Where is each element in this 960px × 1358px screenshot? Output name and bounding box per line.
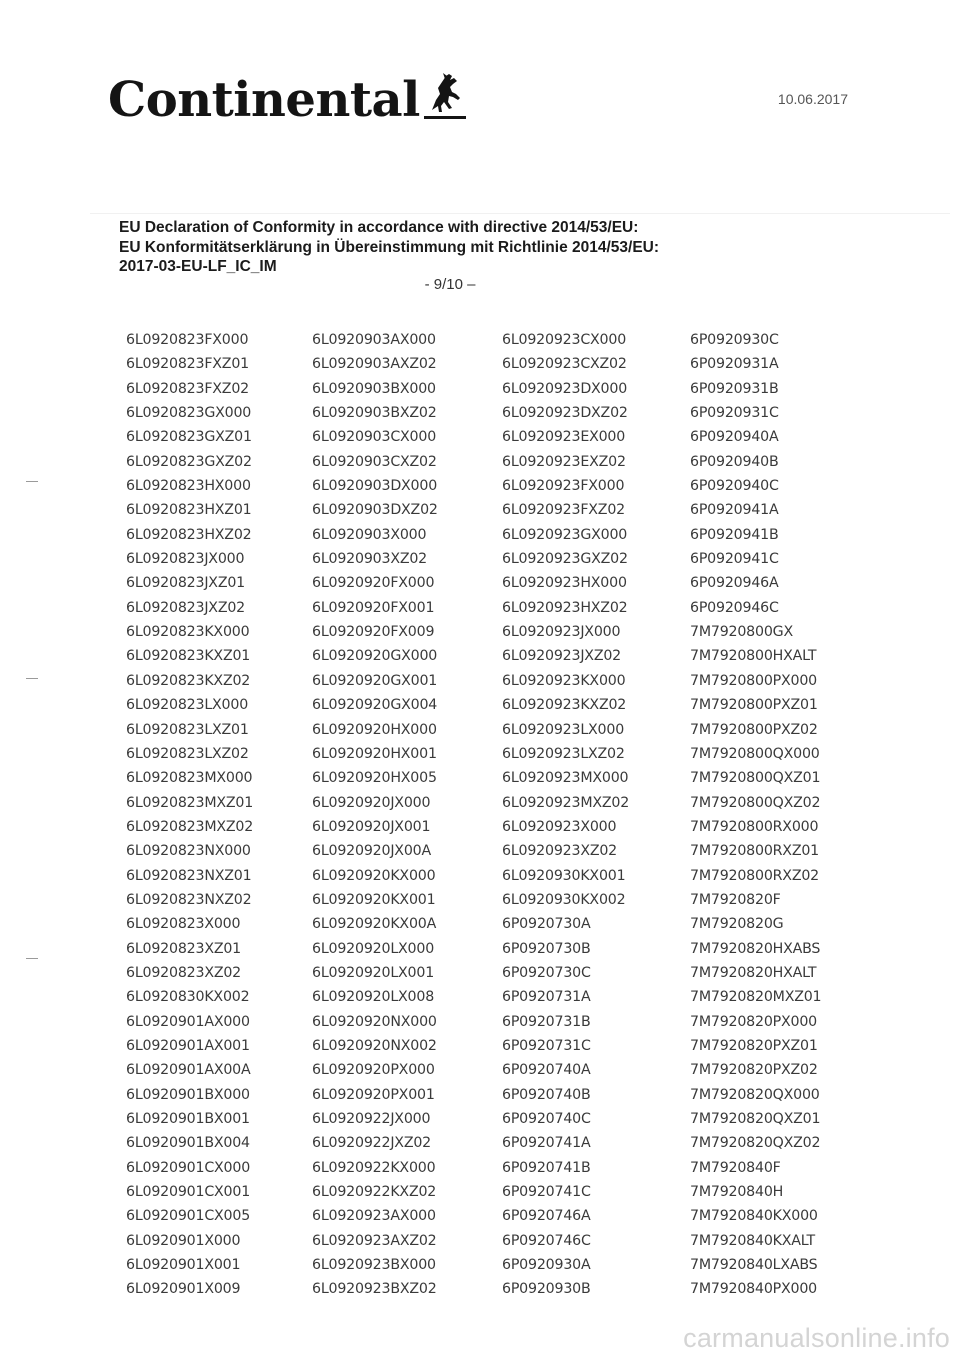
part-number: 6L0920920JX000 xyxy=(312,794,431,811)
part-number: 6P0920730B xyxy=(502,940,591,957)
header-divider xyxy=(90,213,950,214)
part-number: 6L0920823GXZ01 xyxy=(126,429,252,446)
part-number: 6L0920922KX000 xyxy=(312,1159,436,1176)
part-number: 7M7920820MXZ01 xyxy=(690,989,822,1006)
part-number: 6L0920920KX000 xyxy=(312,867,436,884)
part-number: 6L0920823FX000 xyxy=(126,332,249,348)
part-number: 6L0920901X000 xyxy=(126,1232,241,1249)
part-number: 6L0920920FX009 xyxy=(312,624,435,641)
part-number: 6L0920923CX000 xyxy=(502,332,627,348)
part-number: 6L0920823JX000 xyxy=(126,551,245,568)
part-number: 6L0920923GXZ02 xyxy=(502,551,628,568)
part-number: 6P0920940A xyxy=(690,429,779,446)
part-number: 6L0920830KX002 xyxy=(126,989,250,1006)
part-number: 7M7920800RX000 xyxy=(690,818,819,835)
part-number: 6L0920823LXZ02 xyxy=(126,745,249,762)
part-number: 7M7920840KXALT xyxy=(690,1232,815,1249)
part-number: 6L0920901AX000 xyxy=(126,1013,250,1030)
part-number: 6L0920923HXZ02 xyxy=(502,599,628,616)
part-number: 7M7920820QXZ02 xyxy=(690,1135,821,1152)
part-number: 6L0920920JX001 xyxy=(312,818,431,835)
part-number-column-4 xyxy=(690,328,821,1302)
heading-line-german: EU Konformitätserklärung in Übereinstimmung mit Richtlinie 2014/53/EU: xyxy=(119,238,660,256)
part-number: 6L0920903XZ02 xyxy=(312,551,428,568)
part-number: 6L0920903DX000 xyxy=(312,478,438,495)
part-number: 7M7920820F xyxy=(690,891,781,908)
part-number: 6L0920923EX000 xyxy=(502,429,626,446)
part-number: 6L0920920KX00A xyxy=(312,916,437,933)
part-number: 6L0920823XZ02 xyxy=(126,964,242,981)
part-number: 6L0920920NX002 xyxy=(312,1037,437,1054)
part-number: 6L0920923XZ02 xyxy=(502,843,618,860)
part-number: 7M7920800QXZ01 xyxy=(690,770,821,787)
part-number: 6L0920923AXZ02 xyxy=(312,1232,437,1249)
part-number: 6L0920823X000 xyxy=(126,916,241,933)
part-number: 6L0920823JXZ01 xyxy=(126,575,245,592)
part-number: 6P0920931C xyxy=(690,405,779,422)
part-number: 6L0920920LX001 xyxy=(312,964,435,981)
part-number: 6L0920923JX000 xyxy=(502,624,621,641)
heading-line-english: EU Declaration of Conformity in accordance with directive 2014/53/EU: xyxy=(119,219,639,236)
part-number: 6L0920923MXZ02 xyxy=(502,794,630,811)
part-number: 7M7920820HXALT xyxy=(690,964,817,981)
page-number: - 9/10 – xyxy=(424,276,476,293)
part-number: 7M7920800RXZ01 xyxy=(690,843,820,860)
part-number: 6P0920930A xyxy=(502,1257,591,1274)
part-number: 6L0920823KXZ01 xyxy=(126,648,251,665)
part-number: 6P0920741A xyxy=(502,1135,591,1152)
part-number: 6P0920740C xyxy=(502,1111,591,1127)
part-number: 6L0920901CX001 xyxy=(126,1184,251,1201)
part-number: 6L0920823NXZ01 xyxy=(126,867,252,884)
part-number: 6L0920922KXZ02 xyxy=(312,1184,437,1201)
part-number: 6L0920920HX001 xyxy=(312,745,437,762)
part-number: 6L0920920FX001 xyxy=(312,599,435,616)
part-number: 6L0920930KX002 xyxy=(502,891,626,908)
part-number: 6L0920922JXZ02 xyxy=(312,1135,431,1152)
part-number: 6L0920923BXZ02 xyxy=(312,1281,437,1298)
part-number: 6P0920946A xyxy=(690,575,779,592)
part-number: 6L0920923MX000 xyxy=(502,770,629,787)
part-number: 6L0920920GX004 xyxy=(312,697,438,714)
part-number: 6L0920903CXZ02 xyxy=(312,453,437,470)
part-number: 6L0920920HX000 xyxy=(312,721,437,738)
part-number: 6P0920946C xyxy=(690,599,779,616)
part-number: 6L0920920PX000 xyxy=(312,1062,435,1079)
part-number: 6L0920923EXZ02 xyxy=(502,453,626,470)
part-number: 6L0920903AX000 xyxy=(312,332,436,348)
part-number: 6L0920923HX000 xyxy=(502,575,627,592)
part-number: 7M7920800GX xyxy=(690,624,793,641)
part-number: 6L0920823NX000 xyxy=(126,843,251,860)
part-number: 6L0920901CX005 xyxy=(126,1208,251,1225)
rearing-horse-icon xyxy=(422,70,468,122)
part-number: 6L0920920PX001 xyxy=(312,1086,435,1103)
part-number-column-3 xyxy=(502,328,629,1302)
part-number: 6L0920920LX000 xyxy=(312,940,435,957)
part-number: 6L0920901AX00A xyxy=(126,1062,251,1079)
part-number: 6L0920903CX000 xyxy=(312,429,437,446)
part-number: 6L0920823LXZ01 xyxy=(126,721,249,738)
part-number: 6P0920931B xyxy=(690,380,779,397)
part-number: 6P0920746C xyxy=(502,1232,591,1249)
part-number: 6L0920920NX000 xyxy=(312,1013,437,1030)
part-number: 6L0920930KX001 xyxy=(502,867,626,884)
part-number: 6L0920903DXZ02 xyxy=(312,502,438,519)
part-number: 6L0920901BX004 xyxy=(126,1135,250,1152)
part-number: 6P0920741B xyxy=(502,1159,591,1176)
part-number: 7M7920820PX000 xyxy=(690,1013,818,1030)
part-number: 7M7920800QX000 xyxy=(690,745,820,762)
part-number: 7M7920840KX000 xyxy=(690,1208,818,1225)
part-number: 6L0920823NXZ02 xyxy=(126,891,252,908)
part-number: 6L0920923JXZ02 xyxy=(502,648,621,665)
part-number: 6L0920903AXZ02 xyxy=(312,356,437,373)
part-number-column-1 xyxy=(126,328,253,1302)
part-number: 6L0920923KX000 xyxy=(502,672,626,689)
part-number: 6L0920923X000 xyxy=(502,818,617,835)
part-number: 6L0920901BX000 xyxy=(126,1086,250,1103)
part-number: 6L0920823LX000 xyxy=(126,697,249,714)
part-number: 6L0920923KXZ02 xyxy=(502,697,627,714)
part-number: 6L0920901X009 xyxy=(126,1281,241,1298)
part-number: 7M7920800PX000 xyxy=(690,672,818,689)
part-number: 6L0920922JX000 xyxy=(312,1111,431,1127)
part-number: 6L0920901AX001 xyxy=(126,1037,250,1054)
part-number: 6L0920823HX000 xyxy=(126,478,251,495)
part-number: 7M7920800PXZ02 xyxy=(690,721,818,738)
part-number: 6P0920731B xyxy=(502,1013,591,1030)
part-number: 6L0920923CXZ02 xyxy=(502,356,627,373)
part-number: 6L0920823MXZ01 xyxy=(126,794,254,811)
part-number: 6P0920930C xyxy=(690,332,779,348)
part-number: 7M7920820QXZ01 xyxy=(690,1111,821,1127)
part-number: 6L0920823KXZ02 xyxy=(126,672,251,689)
part-number: 6L0920903BX000 xyxy=(312,380,436,397)
part-number: 7M7920840LXABS xyxy=(690,1257,818,1274)
heading-line-reference: 2017-03-EU-LF_IC_IM xyxy=(119,258,277,275)
part-number: 6P0920941B xyxy=(690,526,779,543)
part-number: 6L0920923FXZ02 xyxy=(502,502,625,519)
part-number: 6L0920823HXZ01 xyxy=(126,502,252,519)
declaration-heading xyxy=(119,218,659,277)
part-number: 6L0920823JXZ02 xyxy=(126,599,245,616)
part-number: 6P0920741C xyxy=(502,1184,591,1201)
part-number: 6L0920823FXZ02 xyxy=(126,380,249,397)
part-number: 6L0920903X000 xyxy=(312,526,427,543)
part-number: 6P0920730C xyxy=(502,964,591,981)
part-number: 6L0920823GX000 xyxy=(126,405,252,422)
part-number: 7M7920820HXABS xyxy=(690,940,821,957)
part-number: 6L0920920GX000 xyxy=(312,648,438,665)
part-number: 6P0920730A xyxy=(502,916,591,933)
part-number: 7M7920820PXZ01 xyxy=(690,1037,818,1054)
part-number: 6L0920920JX00A xyxy=(312,843,431,860)
part-number: 6L0920920FX000 xyxy=(312,575,435,592)
part-number: 6P0920731A xyxy=(502,989,591,1006)
part-number: 6L0920823MX000 xyxy=(126,770,253,787)
part-number: 7M7920840F xyxy=(690,1159,781,1176)
part-number: 6L0920901BX001 xyxy=(126,1111,250,1127)
part-number: 7M7920800QXZ02 xyxy=(690,794,821,811)
part-number: 6L0920823GXZ02 xyxy=(126,453,252,470)
part-number: 6L0920923GX000 xyxy=(502,526,628,543)
part-number: 6L0920923DX000 xyxy=(502,380,628,397)
part-number: 6L0920823MXZ02 xyxy=(126,818,254,835)
part-number: 6L0920923LXZ02 xyxy=(502,745,625,762)
document-date: 10.06.2017 xyxy=(777,91,848,107)
part-number: 6L0920920LX008 xyxy=(312,989,435,1006)
part-number: 7M7920820QX000 xyxy=(690,1086,820,1103)
part-number: 6P0920746A xyxy=(502,1208,591,1225)
part-number: 6P0920940B xyxy=(690,453,779,470)
part-number: 6L0920920HX005 xyxy=(312,770,437,787)
part-number: 6L0920923AX000 xyxy=(312,1208,436,1225)
part-number: 6P0920740B xyxy=(502,1086,591,1103)
continental-logo xyxy=(108,64,468,128)
part-number: 6L0920920KX001 xyxy=(312,891,436,908)
part-number: 6P0920930B xyxy=(502,1281,591,1298)
part-number: 6L0920923LX000 xyxy=(502,721,625,738)
part-number: 7M7920800RXZ02 xyxy=(690,867,820,884)
part-number: 6P0920731C xyxy=(502,1037,591,1054)
part-number: 6P0920941A xyxy=(690,502,779,519)
part-number: 6P0920941C xyxy=(690,551,779,568)
part-number: 6L0920823KX000 xyxy=(126,624,250,641)
part-number: 7M7920820G xyxy=(690,916,784,933)
watermark: carmanualsonline.info xyxy=(683,1323,950,1353)
part-number: 7M7920800HXALT xyxy=(690,648,817,665)
part-number: 6P0920931A xyxy=(690,356,779,373)
part-number: 7M7920800PXZ01 xyxy=(690,697,818,714)
part-number: 6L0920901X001 xyxy=(126,1257,241,1274)
logo-wordmark: Continental xyxy=(108,72,420,128)
part-number: 6L0920923FX000 xyxy=(502,478,625,495)
part-number: 6L0920923BX000 xyxy=(312,1257,436,1274)
part-number: 7M7920840PX000 xyxy=(690,1281,818,1298)
part-number: 6P0920740A xyxy=(502,1062,591,1079)
part-number: 6L0920901CX000 xyxy=(126,1159,251,1176)
part-number: 6P0920940C xyxy=(690,478,779,495)
part-number: 7M7920840H xyxy=(690,1184,784,1201)
part-number: 6L0920923DXZ02 xyxy=(502,405,628,422)
part-number: 7M7920820PXZ02 xyxy=(690,1062,818,1079)
part-number-table xyxy=(0,328,960,1308)
part-number: 6L0920823XZ01 xyxy=(126,940,242,957)
part-number: 6L0920823HXZ02 xyxy=(126,526,252,543)
part-number: 6L0920920GX001 xyxy=(312,672,438,689)
part-number: 6L0920823FXZ01 xyxy=(126,356,249,373)
part-number: 6L0920903BXZ02 xyxy=(312,405,437,422)
part-number-column-2 xyxy=(312,328,438,1302)
